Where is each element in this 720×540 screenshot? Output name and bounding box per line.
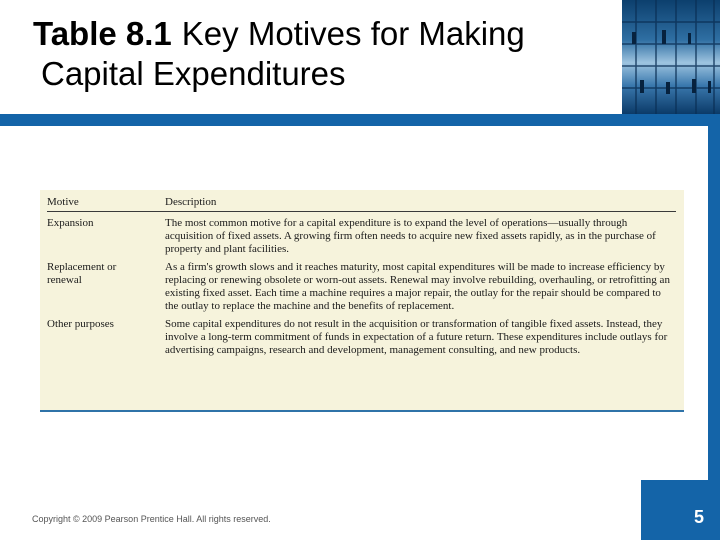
table-row-other	[47, 318, 676, 357]
copyright-footer: Copyright © 2009 Pearson Prentice Hall. All rights reserved.	[32, 514, 271, 524]
description-cell: Some capital expenditures do not result in the acquisition or transformation of tangible fixed assets. Instead, they involve a long-term commitment of funds in expectation of a future return. These expenditures include outlays for advertising campaigns, research and development, management consulting, and new products.	[165, 318, 668, 356]
title-line-1: Key Motives for Making	[181, 15, 525, 52]
motives-table	[40, 190, 684, 412]
table-header	[47, 196, 676, 212]
description-cell: As a firm's growth slows and it reaches maturity, most capital expenditures will be made to increase efficiency by replacing or renewing obsolete or worn-out assets. Renewal may involve rebuilding, overhauling, or retrofitting an existing fixed asset. Each time a machine requires a major repair, the outlay for the repair should be compared to the outlay to replace the machine and the benefits of replacement.	[165, 261, 670, 312]
building-photo-graphic	[622, 0, 720, 114]
motive-cell: Expansion	[47, 217, 94, 229]
table-row-expansion	[47, 217, 676, 256]
slide-title	[33, 14, 608, 94]
motive-cell: Other purposes	[47, 318, 114, 330]
description-cell: The most common motive for a capital expenditure is to expand the level of operations—usually through acquisition of fixed assets. A growing firm often needs to acquire new fixed assets rapidly, as in the purchase of property and plant facilities.	[165, 217, 656, 255]
table-row-replacement	[47, 261, 676, 313]
table-bottom-rule	[40, 410, 684, 412]
header-motive: Motive	[47, 196, 79, 208]
title-line-2: Capital Expenditures	[41, 55, 346, 92]
header-description: Description	[165, 196, 217, 208]
building-photo	[622, 0, 720, 114]
motive-cell: Replacement or renewal	[47, 261, 117, 286]
table-number: Table 8.1	[33, 15, 172, 52]
page-number-box	[641, 480, 720, 540]
page-number: 5	[693, 507, 704, 527]
right-side-bar	[708, 126, 720, 480]
header-rule	[0, 114, 720, 126]
